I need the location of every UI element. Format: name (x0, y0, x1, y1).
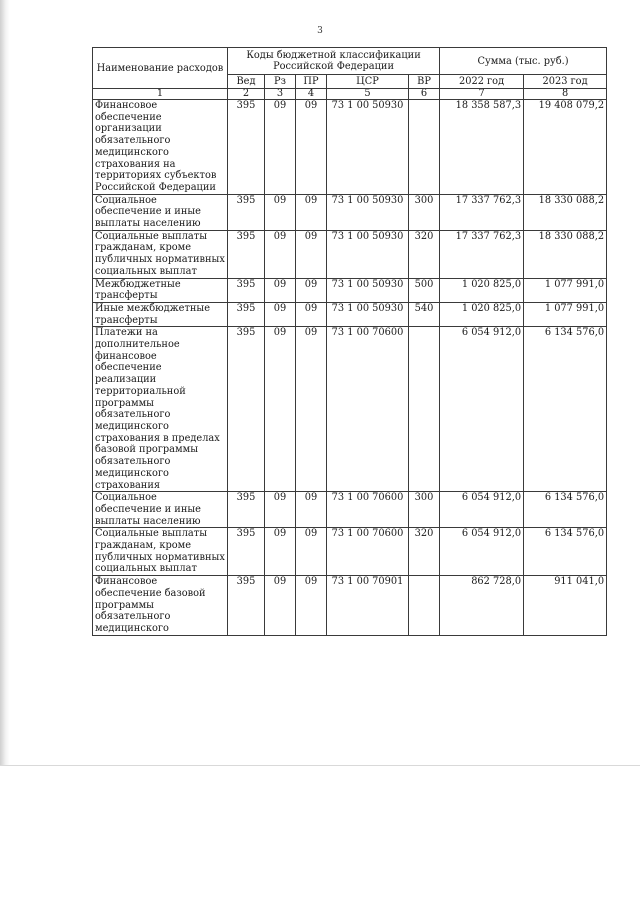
cell-name: Платежи на дополнительное финансовое обеспечение реализации территориальной программы обязательного медицинского страхования в пределах базовой программы обязательного медицинского страхования (93, 327, 228, 492)
cell-csr: 73 1 00 70901 (327, 576, 409, 636)
cell-vr: 500 (409, 278, 440, 302)
column-index: 4 (296, 89, 327, 100)
cell-2023: 1 077 991,0 (524, 278, 607, 302)
cell-csr: 73 1 00 50930 (327, 194, 409, 230)
cell-rz: 09 (265, 528, 296, 576)
scan-edge-shadow (0, 0, 10, 765)
cell-name: Социальное обеспечение и иные выплаты населению (93, 194, 228, 230)
column-index: 1 (93, 89, 228, 100)
cell-name: Финансовое обеспечение организации обязательного медицинского страхования на территориях субъектов Российской Федерации (93, 100, 228, 195)
table-row (93, 302, 607, 326)
cell-pr: 09 (296, 327, 327, 492)
cell-2022: 1 020 825,0 (440, 302, 524, 326)
header-rz: Рз (265, 75, 296, 89)
cell-ved: 395 (228, 230, 265, 278)
cell-pr: 09 (296, 100, 327, 195)
cell-2023: 1 077 991,0 (524, 302, 607, 326)
cell-pr: 09 (296, 230, 327, 278)
cell-rz: 09 (265, 100, 296, 195)
header-sum: Сумма (тыс. руб.) (440, 48, 607, 75)
column-index: 2 (228, 89, 265, 100)
cell-2023: 18 330 088,2 (524, 194, 607, 230)
cell-vr: 300 (409, 194, 440, 230)
cell-pr: 09 (296, 528, 327, 576)
header-pr: ПР (296, 75, 327, 89)
cell-vr: 540 (409, 302, 440, 326)
cell-pr: 09 (296, 194, 327, 230)
cell-vr (409, 100, 440, 195)
cell-name: Социальные выплаты гражданам, кроме публичных нормативных социальных выплат (93, 230, 228, 278)
cell-ved: 395 (228, 100, 265, 195)
table-row (93, 327, 607, 492)
cell-rz: 09 (265, 576, 296, 636)
table-row (93, 230, 607, 278)
cell-2022: 6 054 912,0 (440, 327, 524, 492)
column-index: 8 (524, 89, 607, 100)
page-number: 3 (317, 26, 323, 36)
cell-2023: 6 134 576,0 (524, 492, 607, 528)
cell-2022: 862 728,0 (440, 576, 524, 636)
cell-rz: 09 (265, 302, 296, 326)
budget-table (92, 47, 607, 636)
cell-vr: 320 (409, 230, 440, 278)
cell-rz: 09 (265, 327, 296, 492)
table-row (93, 278, 607, 302)
cell-csr: 73 1 00 50930 (327, 302, 409, 326)
cell-csr: 73 1 00 50930 (327, 278, 409, 302)
cell-ved: 395 (228, 492, 265, 528)
cell-2023: 6 134 576,0 (524, 528, 607, 576)
cell-vr: 300 (409, 492, 440, 528)
cell-pr: 09 (296, 278, 327, 302)
column-index-row (93, 89, 607, 100)
cell-2022: 1 020 825,0 (440, 278, 524, 302)
table-row (93, 576, 607, 636)
cell-name: Социальные выплаты гражданам, кроме публичных нормативных социальных выплат (93, 528, 228, 576)
cell-ved: 395 (228, 278, 265, 302)
header-vr: ВР (409, 75, 440, 89)
cell-ved: 395 (228, 194, 265, 230)
cell-ved: 395 (228, 528, 265, 576)
table-row (93, 100, 607, 195)
cell-2022: 6 054 912,0 (440, 492, 524, 528)
cell-ved: 395 (228, 302, 265, 326)
column-index: 6 (409, 89, 440, 100)
cell-2022: 18 358 587,3 (440, 100, 524, 195)
cell-ved: 395 (228, 327, 265, 492)
table-row (93, 492, 607, 528)
cell-name: Социальное обеспечение и иные выплаты населению (93, 492, 228, 528)
cell-rz: 09 (265, 492, 296, 528)
cell-name: Межбюджетные трансферты (93, 278, 228, 302)
cell-2022: 17 337 762,3 (440, 194, 524, 230)
cell-ved: 395 (228, 576, 265, 636)
cell-2023: 19 408 079,2 (524, 100, 607, 195)
header-name: Наименование расходов (93, 48, 228, 89)
column-index: 5 (327, 89, 409, 100)
header-2022: 2022 год (440, 75, 524, 89)
cell-name: Финансовое обеспечение базовой программы обязательного медицинского (93, 576, 228, 636)
cell-name: Иные межбюджетные трансферты (93, 302, 228, 326)
cell-2023: 18 330 088,2 (524, 230, 607, 278)
cell-vr (409, 576, 440, 636)
table-row (93, 194, 607, 230)
cell-csr: 73 1 00 70600 (327, 528, 409, 576)
column-index: 3 (265, 89, 296, 100)
cell-vr (409, 327, 440, 492)
cell-vr: 320 (409, 528, 440, 576)
cell-pr: 09 (296, 576, 327, 636)
header-csr: ЦСР (327, 75, 409, 89)
table-row (93, 528, 607, 576)
cell-rz: 09 (265, 230, 296, 278)
header-ved: Вед (228, 75, 265, 89)
cell-pr: 09 (296, 492, 327, 528)
cell-csr: 73 1 00 70600 (327, 492, 409, 528)
cell-2022: 17 337 762,3 (440, 230, 524, 278)
cell-csr: 73 1 00 70600 (327, 327, 409, 492)
column-index: 7 (440, 89, 524, 100)
cell-rz: 09 (265, 278, 296, 302)
cell-pr: 09 (296, 302, 327, 326)
cell-csr: 73 1 00 50930 (327, 230, 409, 278)
header-2023: 2023 год (524, 75, 607, 89)
header-codes: Коды бюджетной классификации Российской Федерации (228, 48, 440, 75)
cell-2022: 6 054 912,0 (440, 528, 524, 576)
cell-csr: 73 1 00 50930 (327, 100, 409, 195)
cell-2023: 6 134 576,0 (524, 327, 607, 492)
cell-rz: 09 (265, 194, 296, 230)
cell-2023: 911 041,0 (524, 576, 607, 636)
